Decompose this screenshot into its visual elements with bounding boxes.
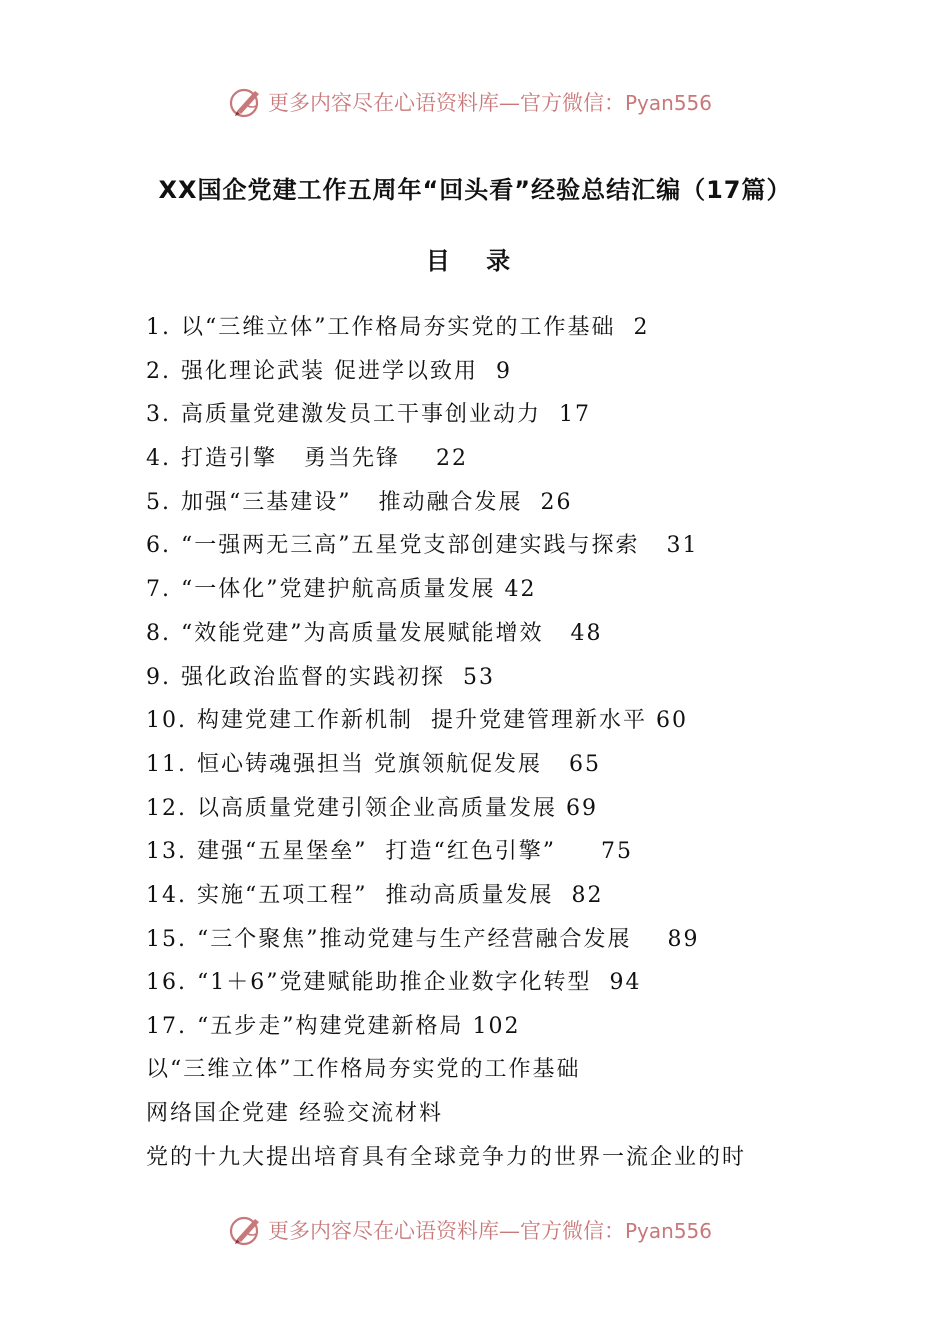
toc-item-number: 5.	[146, 489, 171, 515]
toc-item-label: 建强“五星堡垒” 打造“红色引擎” 75	[197, 839, 633, 865]
toc-item[interactable]	[146, 306, 846, 350]
toc-item-number: 9.	[146, 664, 171, 690]
toc-item-label: “1＋6”党建赋能助推企业数字化转型 94	[197, 970, 642, 996]
banner-text-cn: 更多内容尽在心语资料库—官方微信：	[268, 91, 625, 115]
toc-item-label: 实施“五项工程” 推动高质量发展 82	[197, 882, 604, 908]
toc-item-number: 7.	[146, 577, 171, 603]
toc-item-number: 13.	[146, 839, 187, 865]
toc-item-number: 16.	[146, 970, 187, 996]
toc-item[interactable]	[146, 961, 846, 1005]
toc-item-number: 3.	[146, 402, 171, 428]
toc-item-number: 15.	[146, 926, 187, 952]
banner-text	[268, 87, 712, 117]
toc-item-label: 强化政治监督的实践初探 53	[181, 664, 495, 690]
toc-item-number: 8.	[146, 620, 171, 646]
pen-logo-icon	[228, 84, 264, 120]
toc-item[interactable]	[146, 699, 846, 743]
toc-item-number: 10.	[146, 708, 187, 734]
toc-item-number: 11.	[146, 751, 187, 777]
toc-item-number: 17.	[146, 1014, 187, 1039]
toc-item-label: 加强“三基建设” 推动融合发展 26	[181, 489, 573, 515]
toc-item-label: 强化理论武装 促进学以致用 9	[181, 358, 512, 384]
article-source: 网络国企党建 经验交流材料	[146, 1101, 443, 1126]
toc-item-label: 以“三维立体”工作格局夯实党的工作基础 2	[181, 315, 650, 340]
toc-item[interactable]	[146, 524, 846, 568]
toc-item[interactable]	[146, 656, 846, 700]
banner-wechat-id: Pyan556	[625, 91, 713, 115]
toc-item[interactable]	[146, 612, 846, 656]
toc-item-label: “一强两无三高”五星党支部创建实践与探索 31	[181, 533, 699, 559]
toc-item[interactable]	[146, 918, 846, 962]
toc-item[interactable]	[146, 437, 846, 481]
toc-item[interactable]	[146, 568, 846, 612]
toc-item-label: 构建党建工作新机制 提升党建管理新水平 60	[197, 708, 688, 734]
toc-item[interactable]	[146, 350, 846, 394]
toc-item-number: 2.	[146, 358, 171, 384]
banner-wechat-id: Pyan556	[625, 1219, 713, 1243]
article-first-line: 党的十九大提出培育具有全球竞争力的世界一流企业的时	[146, 1145, 747, 1170]
banner-text-cn: 更多内容尽在心语资料库—官方微信：	[268, 1219, 625, 1243]
toc-item[interactable]	[146, 874, 846, 918]
document-title: XX国企党建工作五周年“回头看”经验总结汇编（17篇）	[158, 176, 792, 204]
toc-item-number: 6.	[146, 533, 171, 559]
toc-item-label: “效能党建”为高质量发展赋能增效 48	[181, 620, 603, 646]
toc-item-label: 恒心铸魂强担当 党旗领航促发展 65	[197, 751, 601, 777]
toc-item[interactable]	[146, 481, 846, 525]
article-start	[146, 1048, 846, 1180]
pen-logo-icon	[228, 1212, 264, 1248]
toc-item-label: 高质量党建激发员工干事创业动力 17	[181, 402, 591, 428]
toc-item[interactable]	[146, 743, 846, 787]
toc-item-number: 12.	[146, 795, 187, 821]
toc-item-label: “三个聚焦”推动党建与生产经营融合发展 89	[197, 926, 700, 952]
toc-item-label: 以高质量党建引领企业高质量发展 69	[197, 795, 598, 821]
article-title: 以“三维立体”工作格局夯实党的工作基础	[146, 1057, 581, 1082]
toc-item-label: 打造引擎 勇当先锋 22	[181, 446, 468, 472]
watermark-banner-bottom	[228, 1210, 728, 1250]
toc-heading: 目 录	[425, 247, 525, 275]
toc-item-label: “一体化”党建护航高质量发展 42	[181, 577, 537, 603]
toc-item[interactable]	[146, 393, 846, 437]
toc-item-number: 4.	[146, 446, 171, 472]
toc-item[interactable]	[146, 787, 846, 831]
toc-item[interactable]	[146, 830, 846, 874]
banner-text	[268, 1215, 712, 1245]
table-of-contents	[146, 306, 846, 1049]
toc-item-label: “五步走”构建党建新格局 102	[197, 1014, 521, 1039]
toc-item-number: 1.	[146, 315, 171, 340]
toc-item[interactable]	[146, 1005, 846, 1049]
watermark-banner-top	[228, 82, 728, 122]
toc-item-number: 14.	[146, 882, 187, 908]
